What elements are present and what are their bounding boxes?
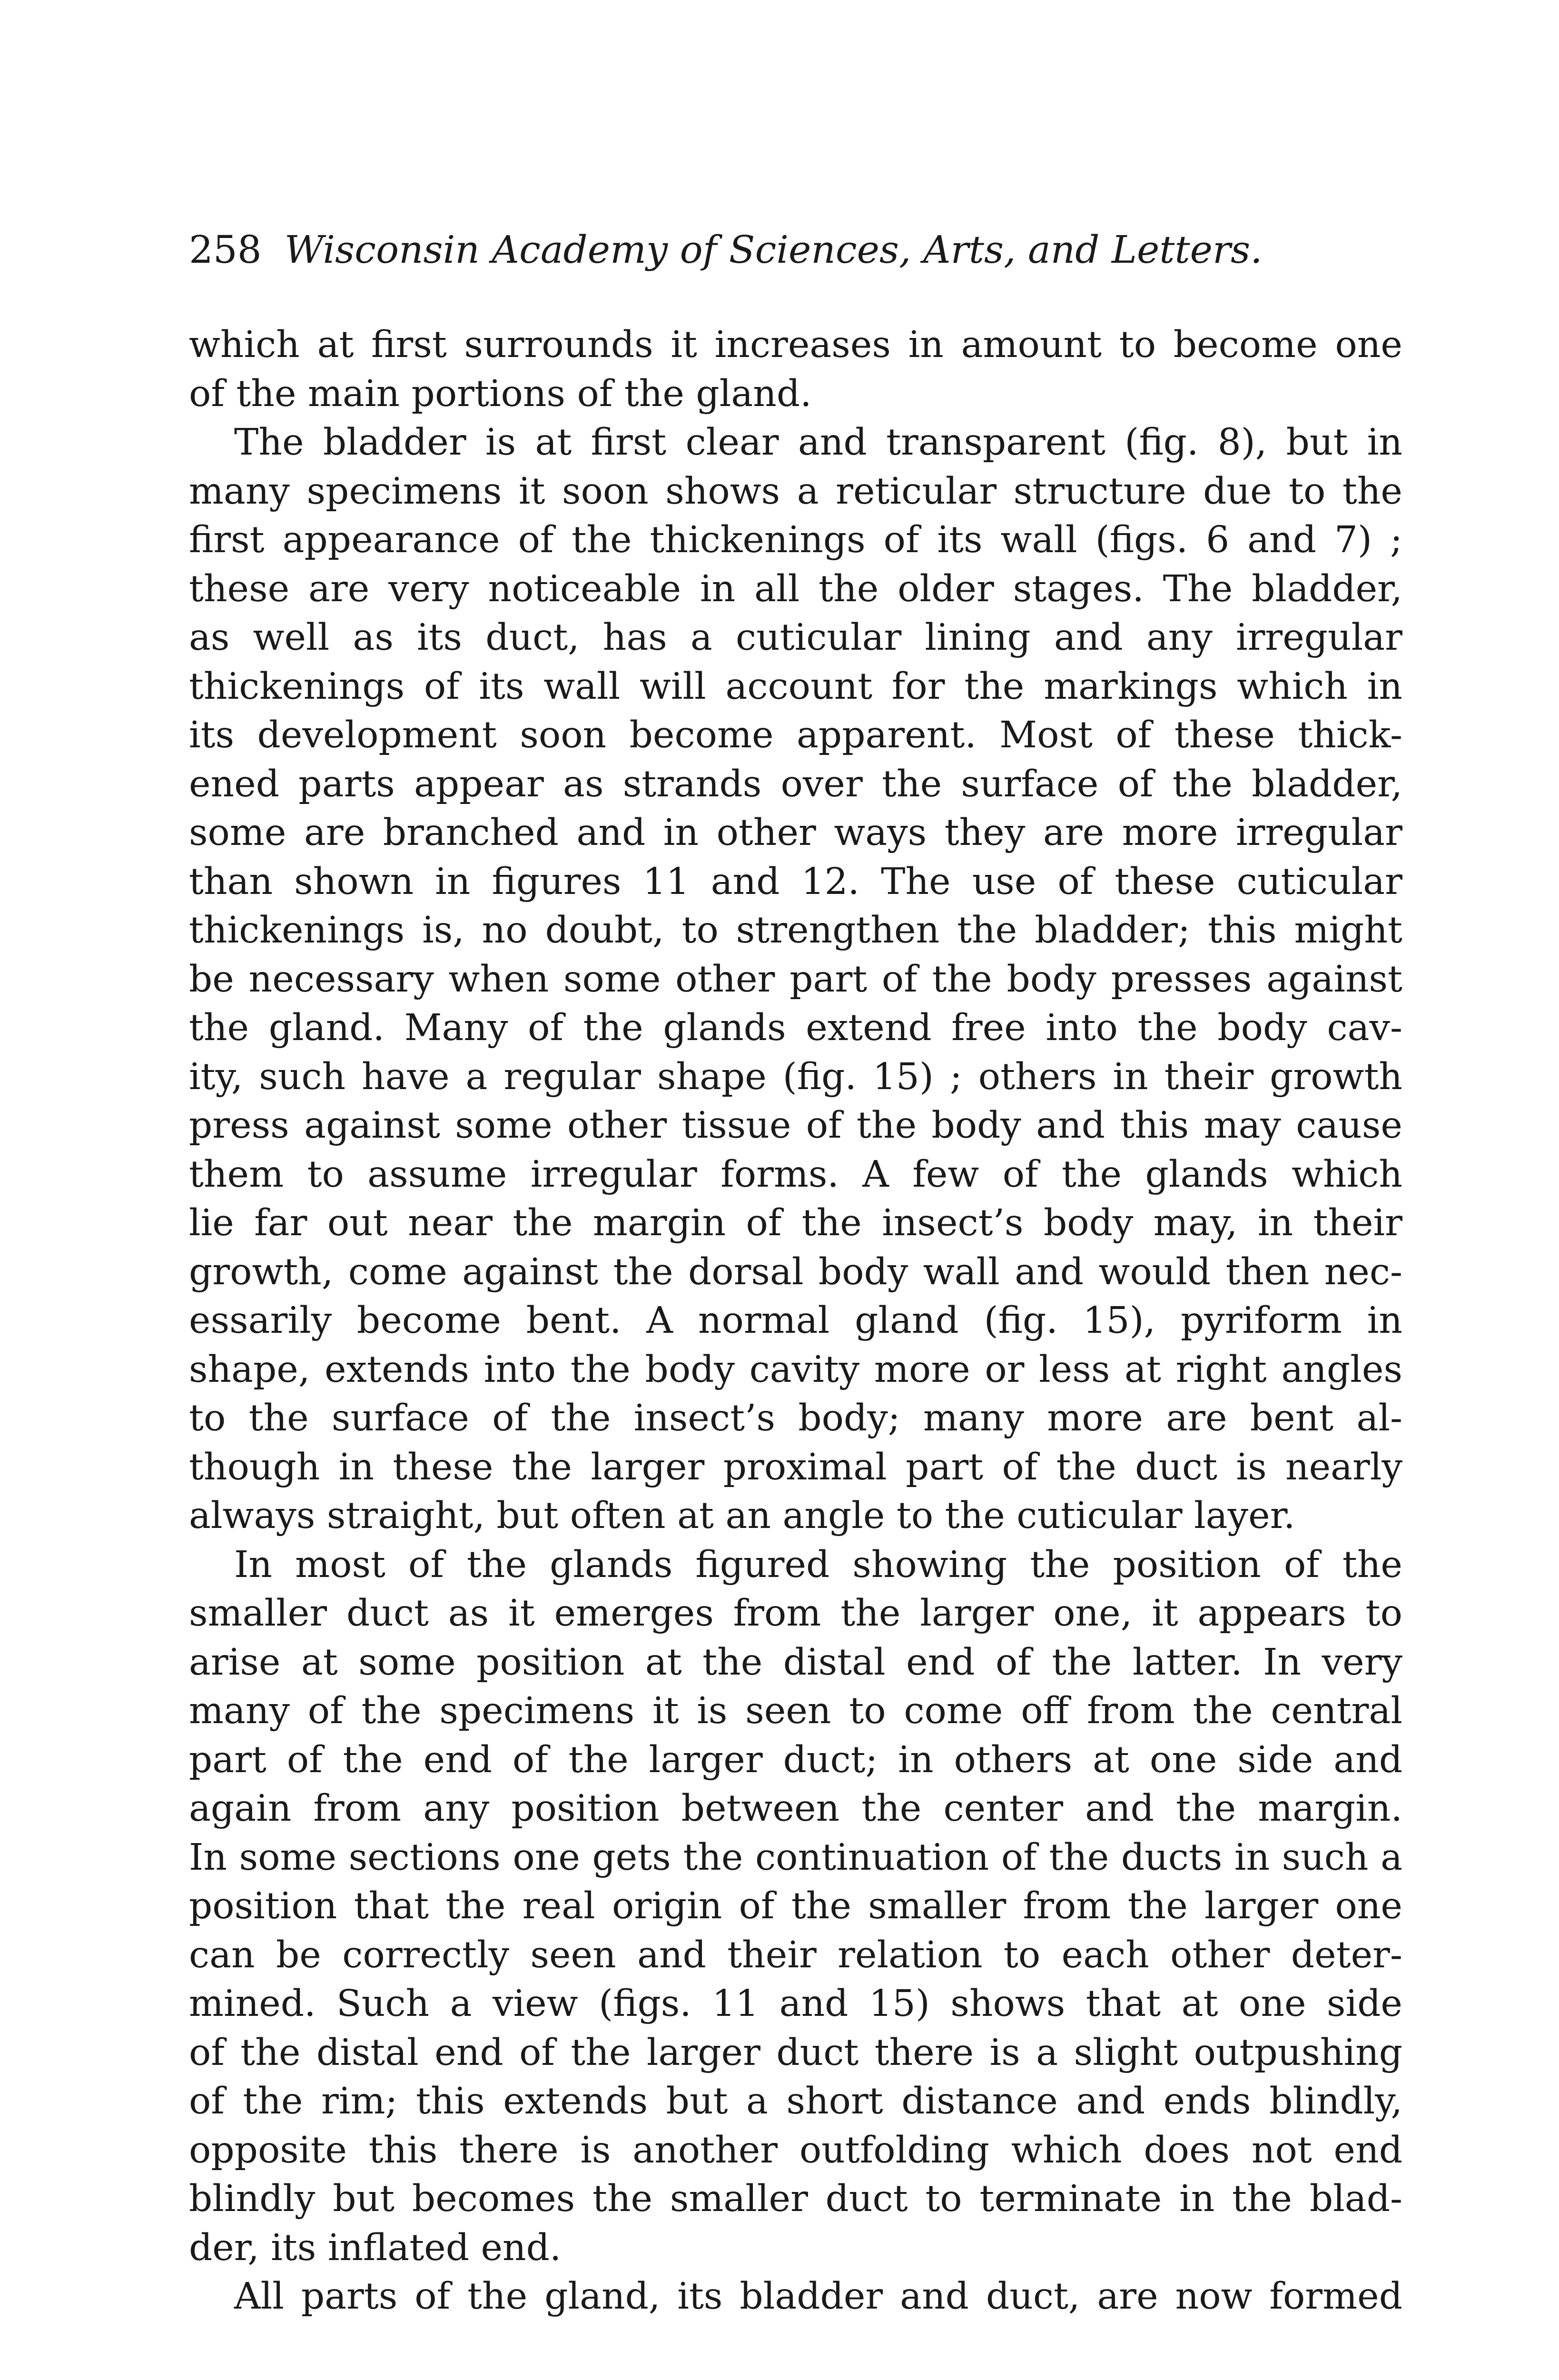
text-line: of the rim; this extends but a short distance and ends blindly, [189, 2080, 1402, 2122]
text-line: mined. Such a view (figs. 11 and 15) shows that at one side [189, 1983, 1402, 2025]
text-line: be necessary when some other part of the body presses against [189, 958, 1402, 1001]
text-line: can be correctly seen and their relation to each other deter- [189, 1934, 1402, 1976]
text-line: these are very noticeable in all the older stages. The bladder, [189, 567, 1402, 610]
text-line: again from any position between the center and the margin. [189, 1787, 1402, 1830]
journal-title: Wisconsin Academy of Sciences, Arts, and Letters. [284, 228, 1263, 272]
text-line: some are branched and in other ways they are more irregular [189, 812, 1402, 854]
text-line: arise at some position at the distal end of the latter. In very [189, 1641, 1402, 1684]
text-line: thickenings of its wall will account for the markings which in [189, 665, 1402, 708]
text-line: position that the real origin of the smaller from the larger one [189, 1885, 1402, 1927]
page-number: 258 [189, 228, 262, 272]
text-line: its development soon become apparent. Most of these thick- [189, 714, 1402, 756]
text-line: first appearance of the thickenings of its wall (figs. 6 and 7) ; [189, 519, 1402, 561]
text-line: In some sections one gets the continuation of the ducts in such a [189, 1836, 1402, 1879]
text-line: ity, such have a regular shape (fig. 15) ; others in their growth [189, 1055, 1402, 1098]
text-line: lie far out near the margin of the insect’s body may, in their [189, 1202, 1402, 1244]
text-line: many specimens it soon shows a reticular structure due to the [189, 470, 1402, 513]
text-line: thickenings is, no doubt, to strengthen the bladder; this might [189, 909, 1402, 952]
text-line: blindly but becomes the smaller duct to terminate in the blad- [189, 2178, 1402, 2220]
text-line: them to assume irregular forms. A few of the glands which [189, 1153, 1402, 1196]
body-text [189, 321, 1402, 2321]
paragraph-start-line: All parts of the gland, its bladder and duct, are now formed [234, 2275, 1402, 2318]
text-line: than shown in figures 11 and 12. The use of these cuticular [189, 860, 1402, 903]
paragraph-start-line: The bladder is at first clear and transparent (fig. 8), but in [234, 421, 1402, 464]
text-line: always straight, but often at an angle to the cuticular layer. [189, 1495, 1295, 1537]
text-line: many of the specimens it is seen to come off from the central [189, 1690, 1402, 1732]
paragraph-start-line: In most of the glands figured showing the position of the [234, 1543, 1402, 1586]
text-line: the gland. Many of the glands extend free into the body cav- [189, 1007, 1402, 1049]
text-line: press against some other tissue of the body and this may cause [189, 1104, 1402, 1147]
text-line: shape, extends into the body cavity more or less at right angles [189, 1348, 1402, 1391]
text-line: which at first surrounds it increases in amount to become one [189, 324, 1402, 366]
text-line: of the distal end of the larger duct there is a slight outpushing [189, 2031, 1402, 2074]
running-head [189, 226, 1407, 274]
text-line: of the main portions of the gland. [189, 372, 812, 415]
text-line: opposite this there is another outfolding which does not end [189, 2129, 1402, 2172]
text-line: though in these the larger proximal part of the duct is nearly [189, 1446, 1402, 1488]
text-line: part of the end of the larger duct; in others at one side and [189, 1738, 1402, 1781]
text-line: to the surface of the insect’s body; many more are bent al- [189, 1397, 1402, 1439]
text-line: ened parts appear as strands over the surface of the bladder, [189, 763, 1402, 805]
text-line: der, its inflated end. [189, 2226, 562, 2269]
text-line: growth, come against the dorsal body wall and would then nec- [189, 1250, 1402, 1293]
text-line: smaller duct as it emerges from the larger one, it appears to [189, 1592, 1402, 1635]
text-line: essarily become bent. A normal gland (fig. 15), pyriform in [189, 1299, 1402, 1342]
text-line: as well as its duct, has a cuticular lining and any irregular [189, 616, 1402, 659]
